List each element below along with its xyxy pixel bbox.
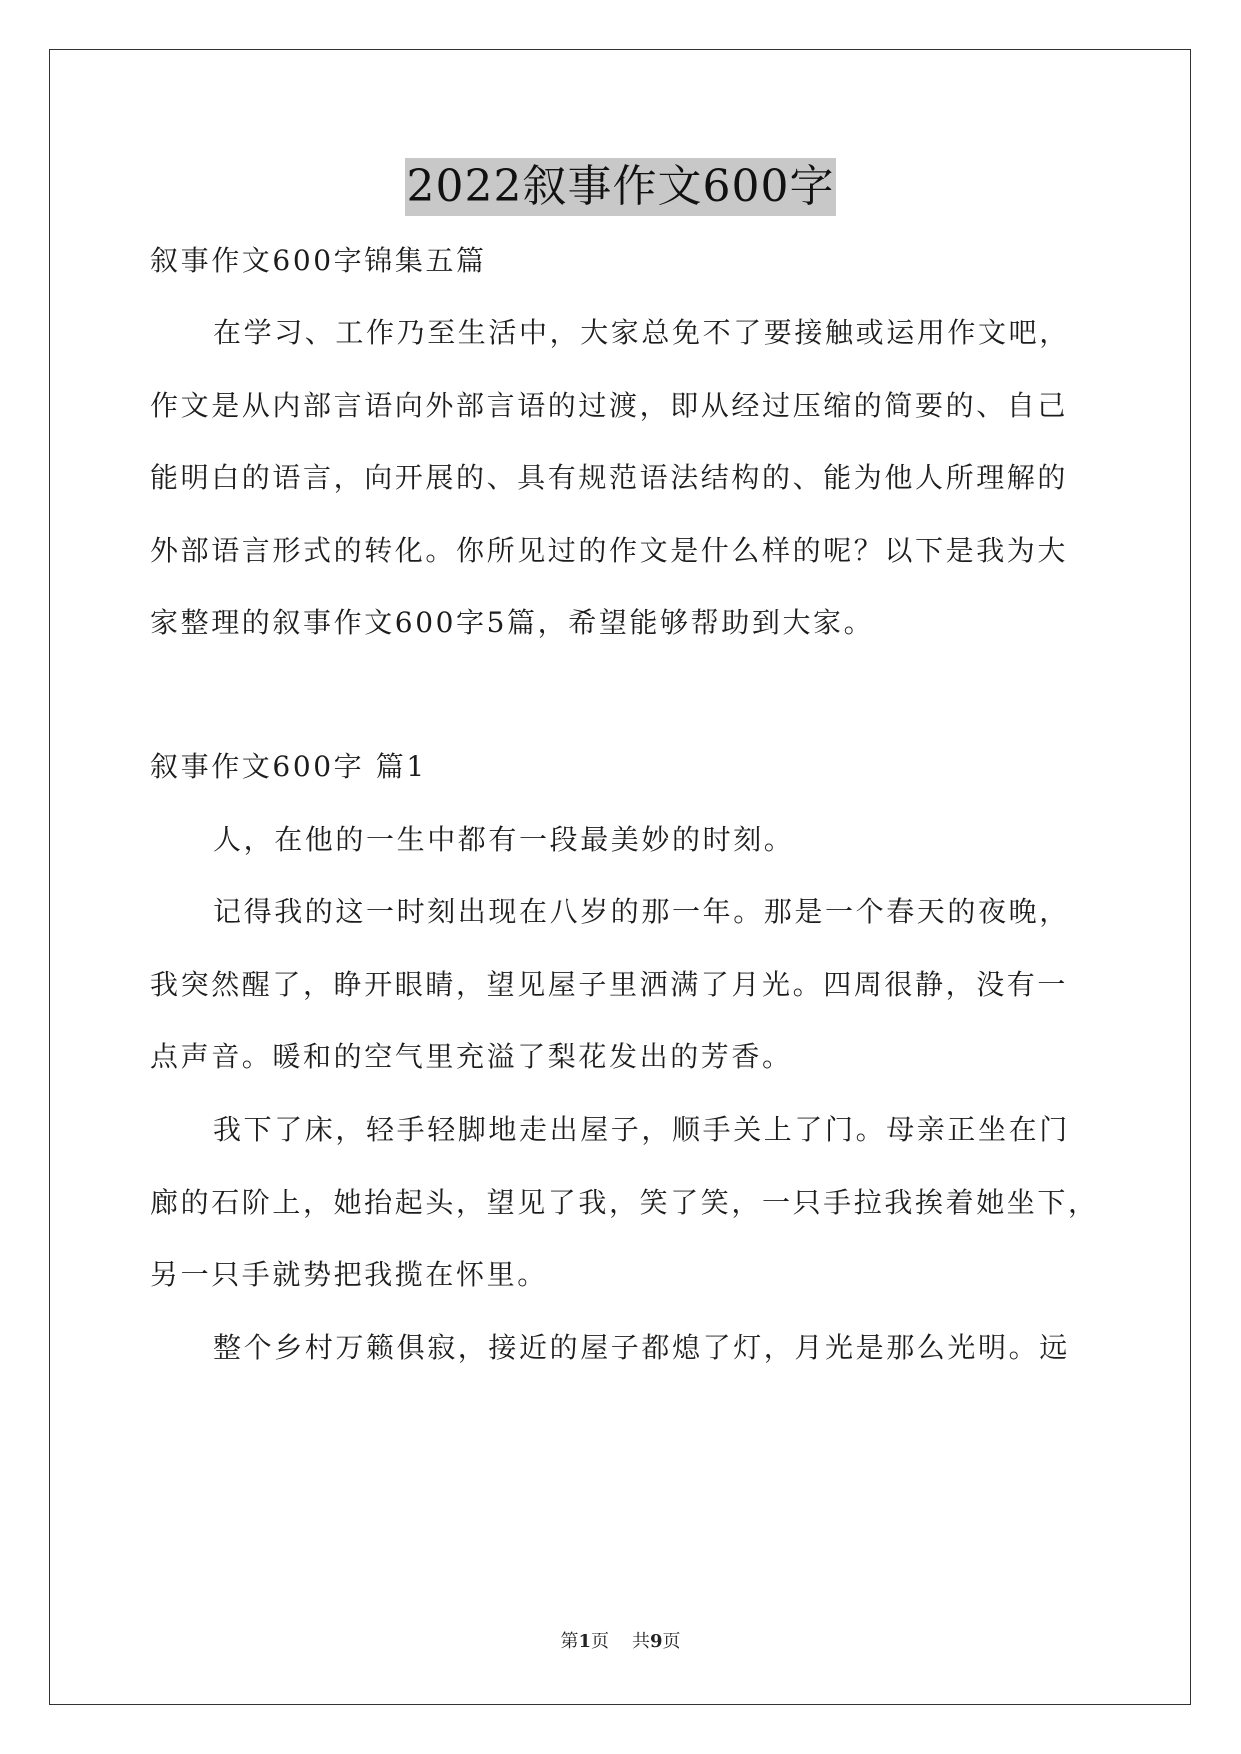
- paragraph-line: 另一只手就势把我揽在怀里。: [150, 1258, 548, 1291]
- intro-line: 作文是从内部言语向外部言语的过渡，即从经过压缩的简要的、自己: [150, 389, 1069, 422]
- page-footer: [0, 1630, 1241, 1654]
- paragraph-line: 整个乡村万籁俱寂，接近的屋子都熄了灯，月光是那么光明。远: [213, 1331, 1070, 1364]
- page-suffix: 页: [591, 1631, 610, 1652]
- document-title: 2022叙事作文600字: [405, 158, 837, 216]
- page-border: [49, 49, 1191, 1705]
- paragraph-line: 我突然醒了，睁开眼睛，望见屋子里洒满了月光。四周很静，没有一: [150, 968, 1069, 1001]
- page-prefix: 第: [560, 1631, 579, 1652]
- paragraph-line: 我下了床，轻手轻脚地走出屋子，顺手关上了门。母亲正坐在门: [213, 1113, 1070, 1146]
- intro-line: 在学习、工作乃至生活中，大家总免不了要接触或运用作文吧，: [213, 316, 1070, 349]
- total-suffix: 页: [662, 1631, 681, 1652]
- intro-line: 外部语言形式的转化。你所见过的作文是什么样的呢？以下是我为大: [150, 534, 1069, 567]
- paragraph-line: 廊的石阶上，她抬起头，望见了我，笑了笑，一只手拉我挨着她坐下，: [150, 1186, 1099, 1219]
- page-number: 1: [578, 1631, 592, 1652]
- document-subtitle: 叙事作文600字锦集五篇: [150, 244, 487, 277]
- paragraph-line: 人，在他的一生中都有一段最美妙的时刻。: [213, 823, 795, 856]
- title-container: [0, 158, 1241, 216]
- intro-line: 能明白的语言，向开展的、具有规范语法结构的、能为他人所理解的: [150, 461, 1069, 494]
- intro-line: 家整理的叙事作文600字5篇，希望能够帮助到大家。: [150, 606, 875, 639]
- paragraph-line: 点声音。暖和的空气里充溢了梨花发出的芳香。: [150, 1040, 793, 1073]
- total-prefix: 共: [631, 1631, 650, 1652]
- paragraph-line: 记得我的这一时刻出现在八岁的那一年。那是一个春天的夜晚，: [213, 895, 1070, 928]
- total-pages: 9: [649, 1631, 663, 1652]
- section-heading: 叙事作文600字 篇1: [150, 750, 427, 783]
